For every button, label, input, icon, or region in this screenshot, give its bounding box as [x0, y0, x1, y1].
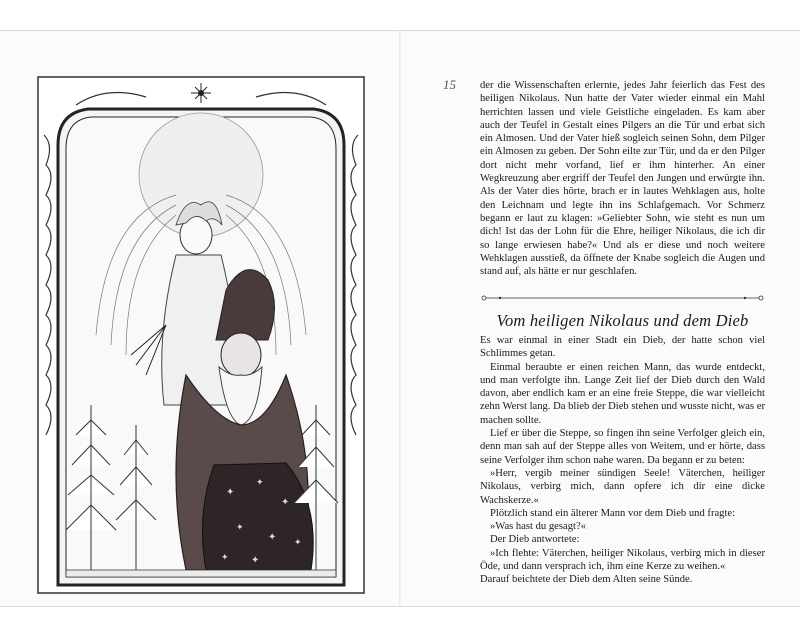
right-page — [400, 31, 800, 606]
svg-text:✦: ✦ — [226, 487, 235, 498]
page-number: 15 — [443, 77, 456, 92]
ornamental-divider — [480, 292, 765, 304]
angel-and-saint-nicholas-illustration — [36, 75, 366, 595]
left-page — [0, 31, 400, 606]
svg-text:✦: ✦ — [221, 552, 229, 562]
paragraph: Lief er über die Steppe, so fingen ihn seine Verfolger gleich ein, denn man sah auf der Steppe alles von Weitem, und er hörte, dass seine Verfolger ihm schon nahe waren. Da begann er zu beten: — [480, 428, 765, 466]
svg-text:✦: ✦ — [281, 497, 290, 508]
svg-text:✦: ✦ — [236, 522, 244, 532]
paragraph: Darauf beichtete der Dieb dem Alten seine Sünde. — [480, 574, 693, 586]
svg-text:✦: ✦ — [294, 537, 302, 547]
paragraph: Der Dieb antwortete: — [490, 534, 580, 546]
svg-text:✦: ✦ — [256, 477, 264, 487]
paragraph: »Was hast du gesagt?« — [490, 521, 586, 533]
book-spread — [0, 30, 800, 607]
paragraph: »Herr, vergib meiner sündigen Seele! Väterchen, heiliger Nikolaus, verbirg mich, dann opfere ich dir eine dicke Wachskerze.« — [480, 467, 765, 506]
svg-text:✦: ✦ — [251, 555, 260, 566]
paragraph: der die Wissenschaften erlernte, jedes Jahr feierlich das Fest des heiligen Nikolaus. Nun hatte der Vater wieder einmal ein Mahl herrichten lassen und viele Geistliche eingeladen. Es kam aber auch der Teufel in Gestalt eines Pilgers an die Tür und erbat sich ein Almosen. Und der Vater hieß sogleich seinen Sohn, dem Pilger ein Almosen zu geben. Der Sohn eilte zur Tür, und da er den Pilger dort nicht mehr vorfand, lief er ihm hinterher. An einer Wegkreuzung aber ergriff der Teufel den Jungen und erwürgte ihn. Als der Vater dies hörte, brach er in lautes Wehklagen aus, holte den Leichnam und legte ihn ins Schlafgemach. Vor Schmerz begann er laut zu klagen: »Geliebter Sohn, wie steht es nun um dich! Ist das der Lohn für die Ehre, heiliger Nikolaus, die ich dir so lange erwiesen habe?« Und als er diese und noch weitere Wehklagen ausstieß, da öffnete der Knabe sogleich die Augen und stand auf, als hätte er nur geschlafen. — [480, 80, 765, 278]
story-title: Vom heiligen Nikolaus und dem Dieb — [496, 311, 749, 330]
paragraph: Einmal beraubte er einen reichen Mann, das wurde entdeckt, und man verfolgte ihn. Lange Zeit lief der Dieb durch den Wald davon, aber endlich kam er an eine freie Steppe, die war vielleicht zehn Werst lang. Da blieb der Dieb stehen und wusste nicht, was er machen sollte. — [480, 361, 765, 426]
paragraph: »Ich flehte: Väterchen, heiliger Nikolaus, verbirg mich in dieser Öde, und dann versprach ich, ihm eine Kerze zu weihen.« — [480, 547, 765, 573]
paragraph: Plötzlich stand ein älterer Mann vor dem Dieb und fragte: — [490, 507, 736, 519]
svg-text:✦: ✦ — [268, 532, 277, 543]
story-text — [480, 334, 765, 587]
previous-story-text — [480, 79, 765, 278]
paragraph: Es war einmal in einer Stadt ein Dieb, der hatte schon viel Schlimmes getan. — [480, 335, 765, 360]
